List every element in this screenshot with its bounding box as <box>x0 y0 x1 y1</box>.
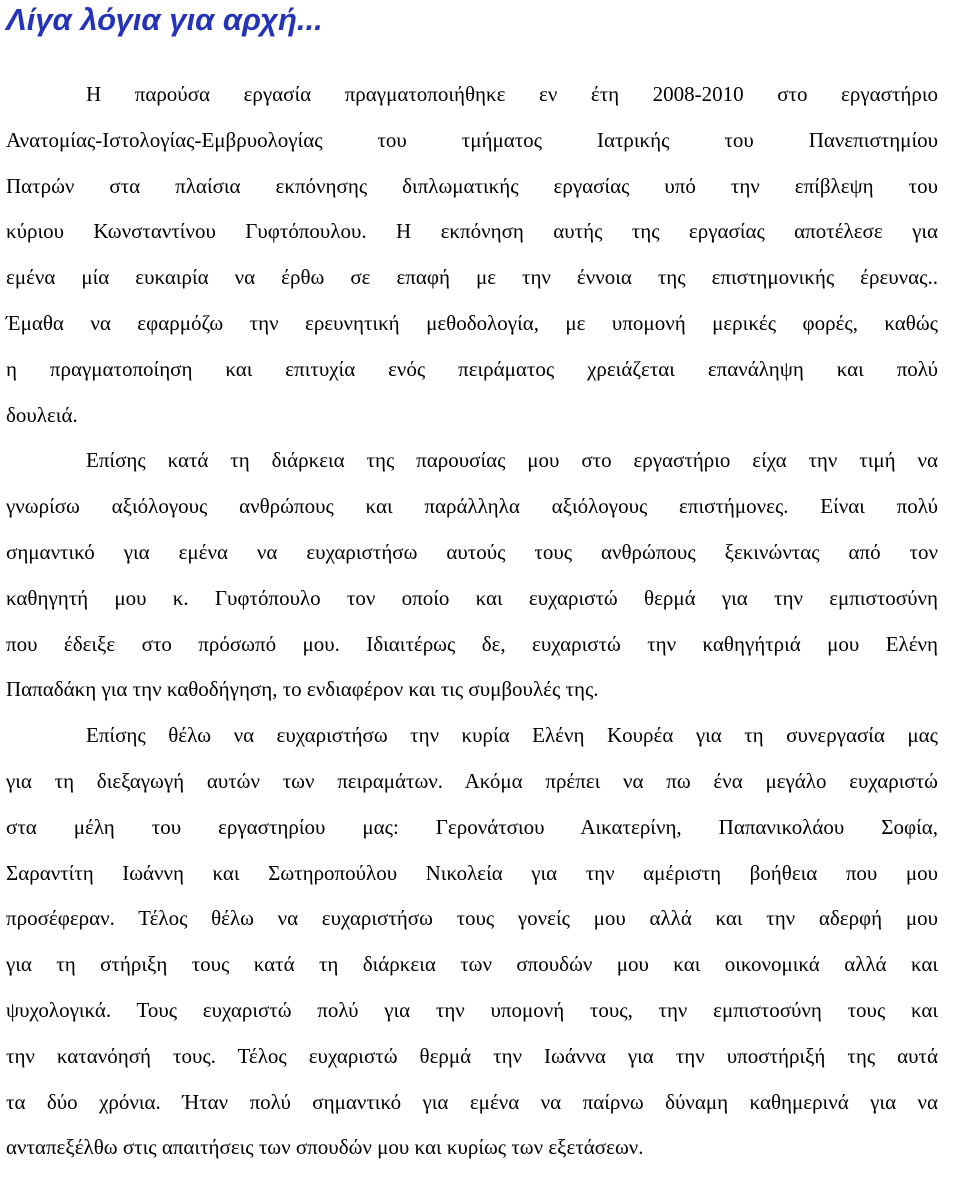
text-line: καθηγητή μου κ. Γυφτόπουλο τον οποίο και ευχαριστώ θερμά για την εμπιστοσύνη <box>6 585 938 610</box>
text-line: για τη διεξαγωγή αυτών των πειραμάτων. Ακόμα πρέπει να πω ένα μεγάλο ευχαριστώ <box>6 768 938 793</box>
text-line: τα δύο χρόνια. Ήταν πολύ σημαντικό για εμένα να παίρνω δύναμη καθημερινά για να <box>6 1089 938 1114</box>
acknowledgements-body <box>6 72 938 1171</box>
text-line: την κατανόησή τους. Τέλος ευχαριστώ θερμά την Ιωάννα για την υποστήριξή της αυτά <box>6 1043 938 1068</box>
text-line: δουλειά. <box>6 402 78 427</box>
text-line: Πατρών στα πλαίσια εκπόνησης διπλωματικής εργασίας υπό την επίβλεψη του <box>6 173 938 198</box>
text-line: κύριου Κωνσταντίνου Γυφτόπουλου. Η εκπόνηση αυτής της εργασίας αποτέλεσε για <box>6 219 938 244</box>
text-line: γνωρίσω αξιόλογους ανθρώπους και παράλληλα αξιόλογους επιστήμονες. Είναι πολύ <box>6 494 938 519</box>
text-line: προσέφεραν. Τέλος θέλω να ευχαριστήσω τους γονείς μου αλλά και την αδερφή μου <box>6 906 938 931</box>
text-line: για τη στήριξη τους κατά τη διάρκεια των σπουδών μου και οικονομικά αλλά και <box>6 952 938 977</box>
text-line: στα μέλη του εργαστηρίου μας: Γερονάτσιου Αικατερίνη, Παπανικολάου Σοφία, <box>6 814 938 839</box>
text-line: η πραγματοποίηση και επιτυχία ενός πειράματος χρειάζεται επανάληψη και πολύ <box>6 356 938 381</box>
text-line: Επίσης κατά τη διάρκεια της παρουσίας μου στο εργαστήριο είχα την τιμή να <box>86 448 938 473</box>
text-line: Ανατομίας-Ιστολογίας-Εμβρυολογίας του τμήματος Ιατρικής του Πανεπιστημίου <box>6 127 938 152</box>
text-line: Επίσης θέλω να ευχαριστήσω την κυρία Ελένη Κουρέα για τη συνεργασία μας <box>86 723 938 748</box>
text-line: ψυχολογικά. Τους ευχαριστώ πολύ για την υπομονή τους, την εμπιστοσύνη τους και <box>6 997 938 1022</box>
text-line: εμένα μία ευκαιρία να έρθω σε επαφή με την έννοια της επιστημονικής έρευνας.. <box>6 265 938 290</box>
text-line: Σαραντίτη Ιωάννη και Σωτηροπούλου Νικολεία για την αμέριστη βοήθεια που μου <box>6 860 938 885</box>
text-line: που έδειξε στο πρόσωπό μου. Ιδιαιτέρως δε, ευχαριστώ την καθηγήτριά μου Ελένη <box>6 631 938 656</box>
page-title: Λίγα λόγια για αρχή... <box>6 2 323 37</box>
text-line: ανταπεξέλθω στις απαιτήσεις των σπουδών μου και κυρίως των εξετάσεων. <box>6 1135 644 1160</box>
text-line: Έμαθα να εφαρμόζω την ερευνητική μεθοδολογία, με υπομονή μερικές φορές, καθώς <box>6 310 938 335</box>
text-line: σημαντικό για εμένα να ευχαριστήσω αυτούς τους ανθρώπους ξεκινώντας από τον <box>6 539 938 564</box>
text-line: Η παρούσα εργασία πραγματοποιήθηκε εν έτη 2008-2010 στο εργαστήριο <box>86 82 938 106</box>
text-line: Παπαδάκη για την καθοδήγηση, το ενδιαφέρον και τις συμβουλές της. <box>6 677 599 702</box>
